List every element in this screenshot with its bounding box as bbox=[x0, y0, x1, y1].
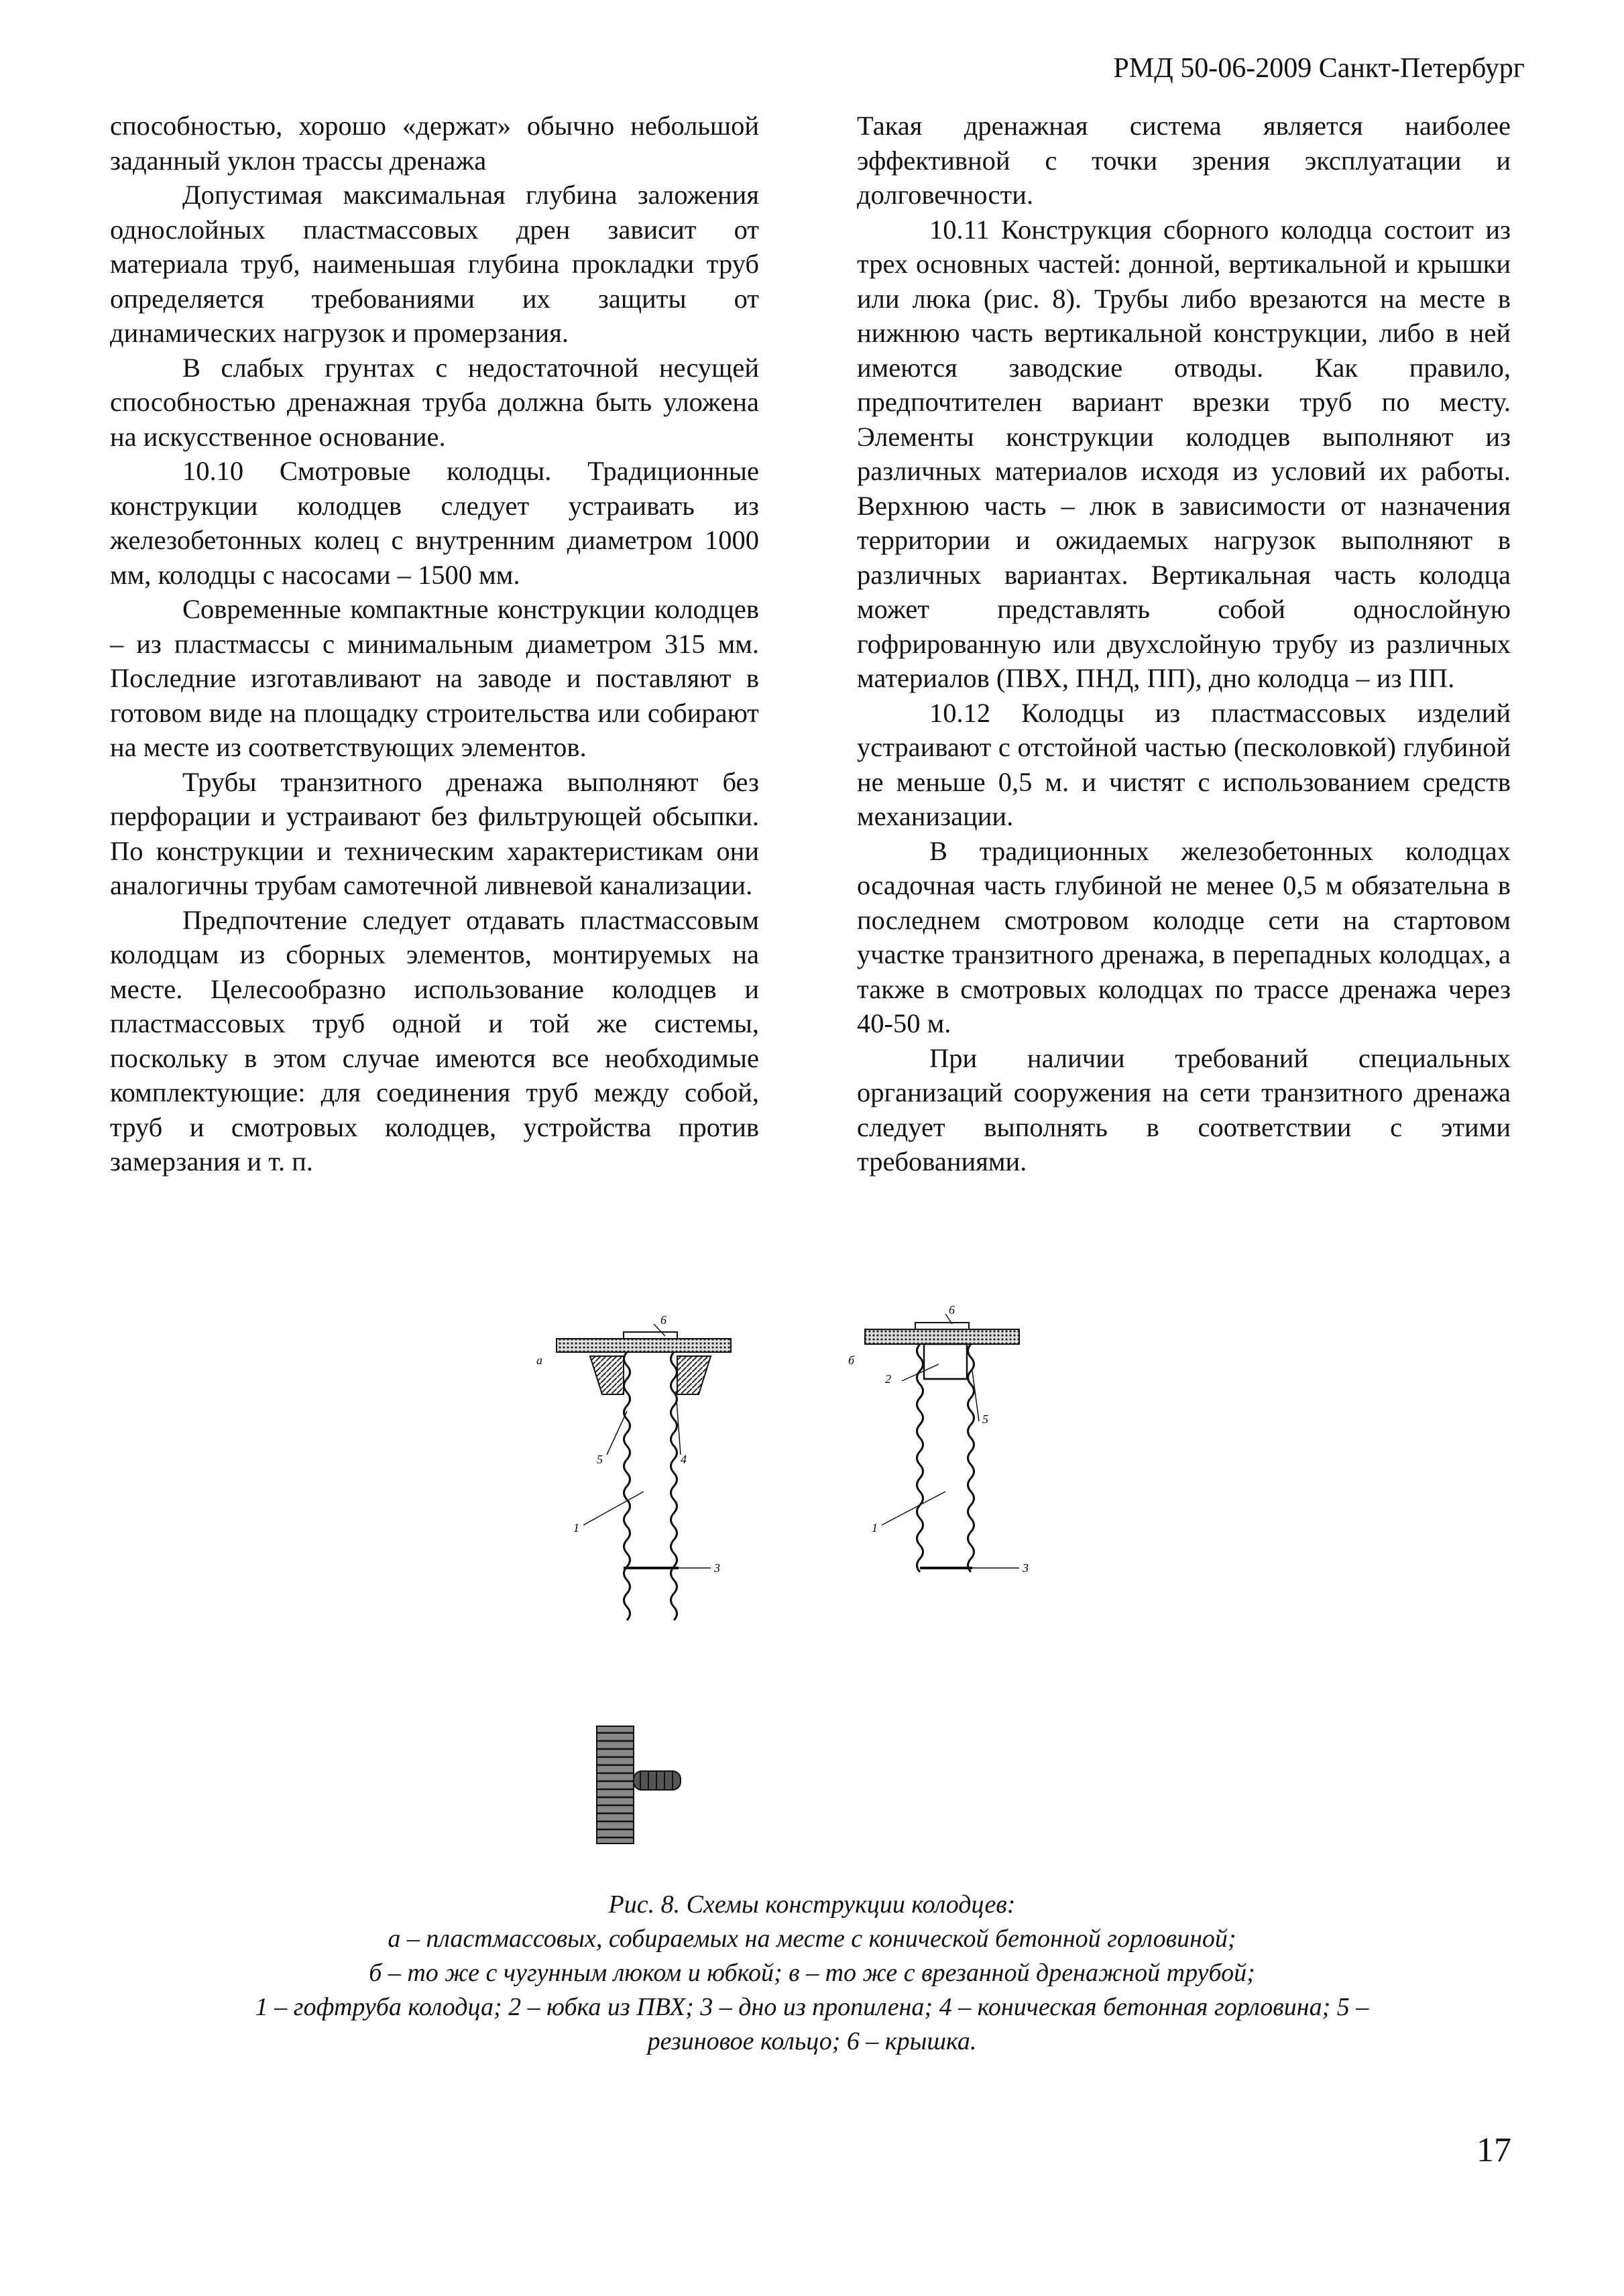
paragraph: В слабых грунтах с недостаточной несущей способностью дренажная труба должна быть уложена на искусственное основание. bbox=[110, 352, 759, 452]
paragraph: 10.10 Смотровые колодцы. Традиционные конструкции колодцев следует устраивать из железобетонных колец с внутренним диаметром 1000 мм, колодцы с насосами – 1500 мм. bbox=[110, 456, 759, 590]
concrete-neck-right bbox=[677, 1356, 711, 1394]
paragraph: При наличии требований специальных организаций сооружения на сети транзитного дренажа следует выполнять в соответствии с этими требованиями. bbox=[857, 1042, 1511, 1176]
ground-slab-b bbox=[865, 1329, 1019, 1344]
document-header: РМД 50-06-2009 Санкт-Петербург bbox=[1113, 53, 1525, 84]
well-schemes-figure bbox=[510, 1297, 1113, 1867]
corrugated-well-body-c bbox=[597, 1726, 634, 1844]
paragraph: Допустимая максимальная глубина заложения однослойных пластмассовых дрен зависит от материала труб, наименьшая глубина прокладки труб определяется требованиями их защиты от динамических нагрузок и промерзания. bbox=[110, 180, 759, 348]
label-6-b: 6 bbox=[949, 1303, 955, 1317]
paragraph: 10.11 Конструкция сборного колодца состоит из трех основных частей: донной, вертикальной и крышки или люка (рис. 8). Трубы либо врезаются на месте в нижнюю часть вертикальной конструкции, либо в ней имеются заводские отводы. Как правило, предпочтителен вариант врезки труб по месту. Элементы конструкции колодцев выполняют из различных материалов исходя из условий их работы. Верхнюю часть – люк в зависимости от назначения территории и ожидаемых нагрузок выполняют в различных вариантах. Вертикальная часть колодца может представлять собой однослойную гофрированную или двухслойную трубу из различных материалов (ПВХ, ПНД, ПП), дно колодца – из ПП. bbox=[857, 214, 1511, 693]
lid-a bbox=[624, 1332, 677, 1339]
paragraph: 10.12 Колодцы из пластмассовых изделий устраивают с отстойной частью (песколовкой) глубиной не меньше 0,5 м. и чистят с использованием средств механизации. bbox=[857, 697, 1511, 831]
label-2-b: 2 bbox=[885, 1372, 891, 1386]
label-b: б bbox=[848, 1353, 855, 1367]
caption-line-3: 1 – гофтруба колодца; 2 – юбка из ПВХ; 3 – дно из пропилена; 4 – коническая бетонная горловина; 5 – bbox=[255, 1993, 1369, 2021]
concrete-neck-left bbox=[590, 1356, 624, 1394]
figure-caption bbox=[148, 1888, 1476, 2059]
scheme-c-well-with-pipe bbox=[597, 1726, 681, 1844]
page-number: 17 bbox=[1476, 2131, 1511, 2169]
corrugated-wall-left-a bbox=[624, 1352, 630, 1620]
paragraph: Современные компактные конструкции колодцев – из пластмассы с минимальным диаметром 315 мм. Последние изготавливают на заводе и поставляют в готовом виде на площадку строительства или собирают на месте из соответствующих элементов. bbox=[110, 594, 759, 762]
label-5-a: 5 bbox=[597, 1453, 603, 1466]
right-column bbox=[857, 109, 1511, 1179]
scheme-b bbox=[848, 1303, 1029, 1575]
scheme-a bbox=[536, 1313, 731, 1620]
left-column bbox=[110, 109, 759, 1179]
lid-b bbox=[915, 1323, 969, 1329]
paragraph: Трубы транзитного дренажа выполняют без перфорации и устраивают без фильтрующей обсыпки. По конструкции и техническим характеристикам они аналогичны трубам самотечной ливневой канализации. bbox=[110, 766, 759, 900]
label-4-a: 4 bbox=[681, 1453, 687, 1466]
label-3-a: 3 bbox=[714, 1561, 720, 1575]
label-5-b: 5 bbox=[982, 1412, 988, 1426]
paragraph: В традиционных железобетонных колодцах осадочная часть глубиной не менее 0,5 м обязательна в последнем смотровом колодце сети на стартовом участке транзитного дренажа, в перепадных колодцах, а также в смотровых колодцах по трассе дренажа через 40-50 м. bbox=[857, 835, 1511, 1038]
paragraph: Такая дренажная система является наиболее эффективной с точки зрения эксплуатации и долговечности. bbox=[857, 111, 1511, 210]
label-1-a: 1 bbox=[573, 1521, 579, 1534]
caption-title: Рис. 8. Схемы конструкции колодцев: bbox=[608, 1890, 1016, 1919]
caption-line-4: резиновое кольцо; 6 – крышка. bbox=[647, 2027, 977, 2055]
corrugated-wall-left-b bbox=[917, 1344, 923, 1572]
ground-slab-a bbox=[557, 1339, 731, 1352]
label-1-b: 1 bbox=[872, 1521, 878, 1534]
caption-line-1: а – пластмассовых, собираемых на месте с конической бетонной горловиной; bbox=[388, 1925, 1236, 1953]
pvc-skirt-b bbox=[924, 1344, 967, 1379]
paragraph: способностью, хорошо «держат» обычно небольшой заданный уклон трассы дренажа bbox=[110, 111, 759, 176]
label-a: а bbox=[536, 1353, 542, 1367]
caption-line-2: б – то же с чугунным люком и юбкой; в – то же с врезанной дренажной трубой; bbox=[369, 1959, 1255, 1987]
label-3-b: 3 bbox=[1023, 1561, 1029, 1575]
paragraph: Предпочтение следует отдавать пластмассовым колодцам из сборных элементов, монтируемых на месте. Целесообразно использование колодцев и пластмассовых труб одной и той же системы, поскольку в этом случае имеются все необходимые комплектующие: для соединения труб между собой, труб и смотровых колодцев, устройства против замерзания и т. п. bbox=[110, 904, 759, 1176]
label-6-a: 6 bbox=[660, 1313, 666, 1327]
